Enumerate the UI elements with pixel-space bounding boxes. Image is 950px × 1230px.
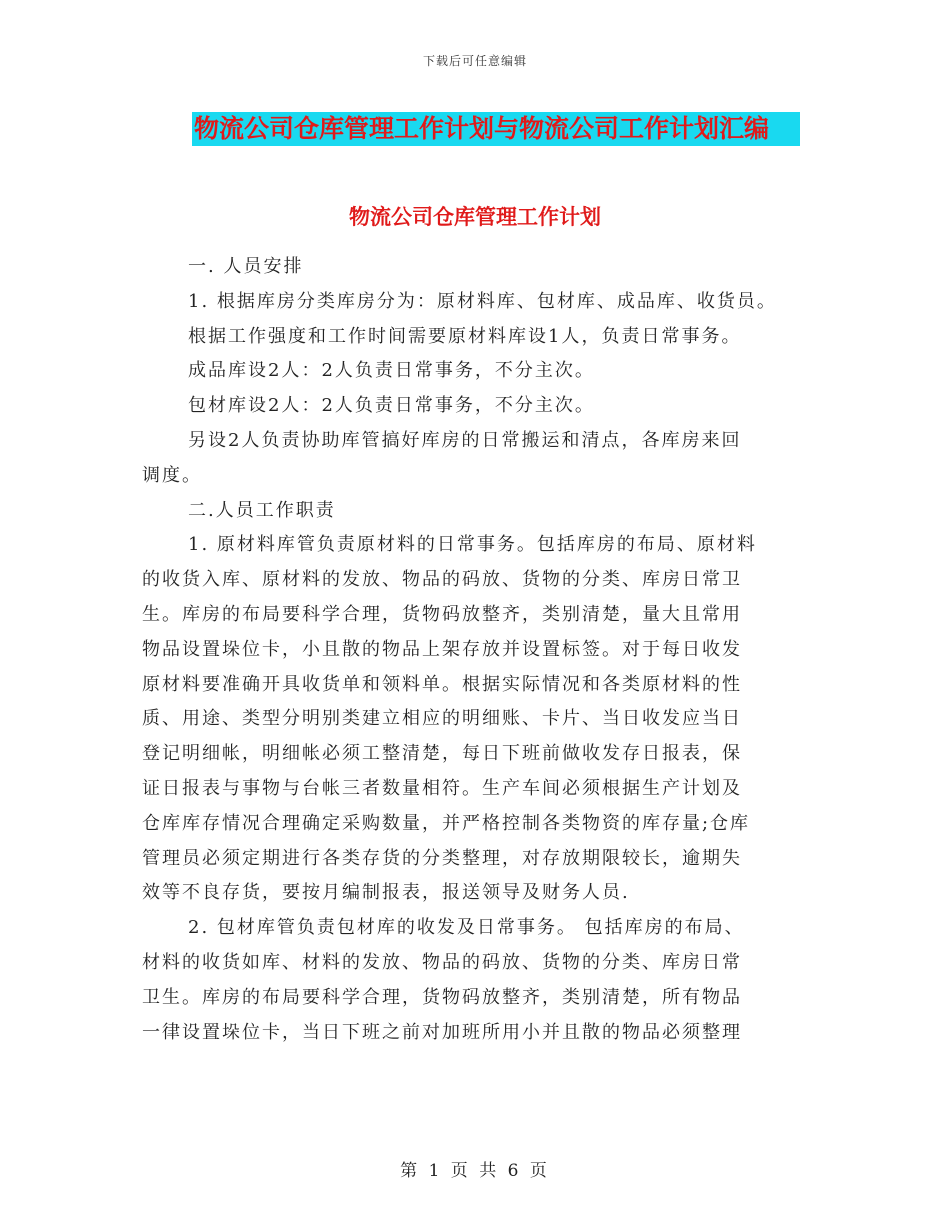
document-body: [142, 250, 814, 1050]
document-sub-title: 物流公司仓库管理工作计划: [349, 205, 601, 229]
paragraph-line: 管理员必须定期进行各类存货的分类整理，对存放期限较长，逾期失: [142, 847, 742, 869]
paragraph-line: 一律设置垛位卡，当日下班之前对加班所用小并且散的物品必须整理: [142, 1021, 742, 1043]
paragraph-line: 2. 包材库管负责包材库的收发及日常事务。 包括库房的布局、: [188, 917, 745, 939]
paragraph-line: 1. 原材料库管负责原材料的日常事务。包括库房的布局、原材料: [188, 534, 757, 556]
header-note: 下载后可任意编辑: [422, 54, 527, 68]
paragraph-line: 另设2人负责协助库管搞好库房的日常搬运和清点，各库房来回: [188, 429, 742, 451]
paragraph-line: 根据工作强度和工作时间需要原材料库设1人，负责日常事务。: [188, 325, 742, 347]
paragraph-line: 原材料要准确开具收货单和领料单。根据实际情况和各类原材料的性: [142, 673, 742, 695]
paragraph-line: 调度。: [142, 464, 202, 486]
paragraph-line: 成品库设2人：2人负责日常事务，不分主次。: [188, 360, 595, 382]
paragraph-line: 1. 根据库房分类库房分为：原材料库、包材库、成品库、收货员。: [188, 290, 777, 312]
page-number: 第 1 页 共 6 页: [400, 1161, 550, 1181]
paragraph-line: 登记明细帐，明细帐必须工整清楚，每日下班前做收发存日报表，保: [142, 743, 742, 765]
paragraph-line: 的收货入库、原材料的发放、物品的码放、货物的分类、库房日常卫: [142, 569, 742, 591]
paragraph-line: 效等不良存货，要按月编制报表，报送领导及财务人员.: [142, 882, 630, 904]
paragraph-line: 物品设置垛位卡，小且散的物品上架存放并设置标签。对于每日收发: [142, 638, 742, 660]
paragraph-line: 生。库房的布局要科学合理，货物码放整齐，类别清楚，量大且常用: [142, 603, 742, 625]
paragraph-line: 仓库库存情况合理确定采购数量，并严格控制各类物资的库存量;仓库: [142, 812, 751, 834]
paragraph-line: 卫生。库房的布局要科学合理，货物码放整齐，类别清楚，所有物品: [142, 986, 742, 1008]
paragraph-line: 质、用途、类型分明别类建立相应的明细账、卡片、当日收发应当日: [142, 708, 742, 730]
document-main-title: 物流公司仓库管理工作计划与物流公司工作计划汇编: [192, 112, 800, 146]
section-heading-staffing: 一. 人员安排: [188, 256, 304, 277]
paragraph-line: 材料的收货如库、材料的发放、物品的码放、货物的分类、库房日常: [142, 951, 742, 973]
paragraph-line: 包材库设2人：2人负责日常事务，不分主次。: [188, 395, 595, 417]
section-heading-duties: 二.人员工作职责: [188, 499, 336, 521]
paragraph-line: 证日报表与事物与台帐三者数量相符。生产车间必须根据生产计划及: [142, 777, 742, 799]
